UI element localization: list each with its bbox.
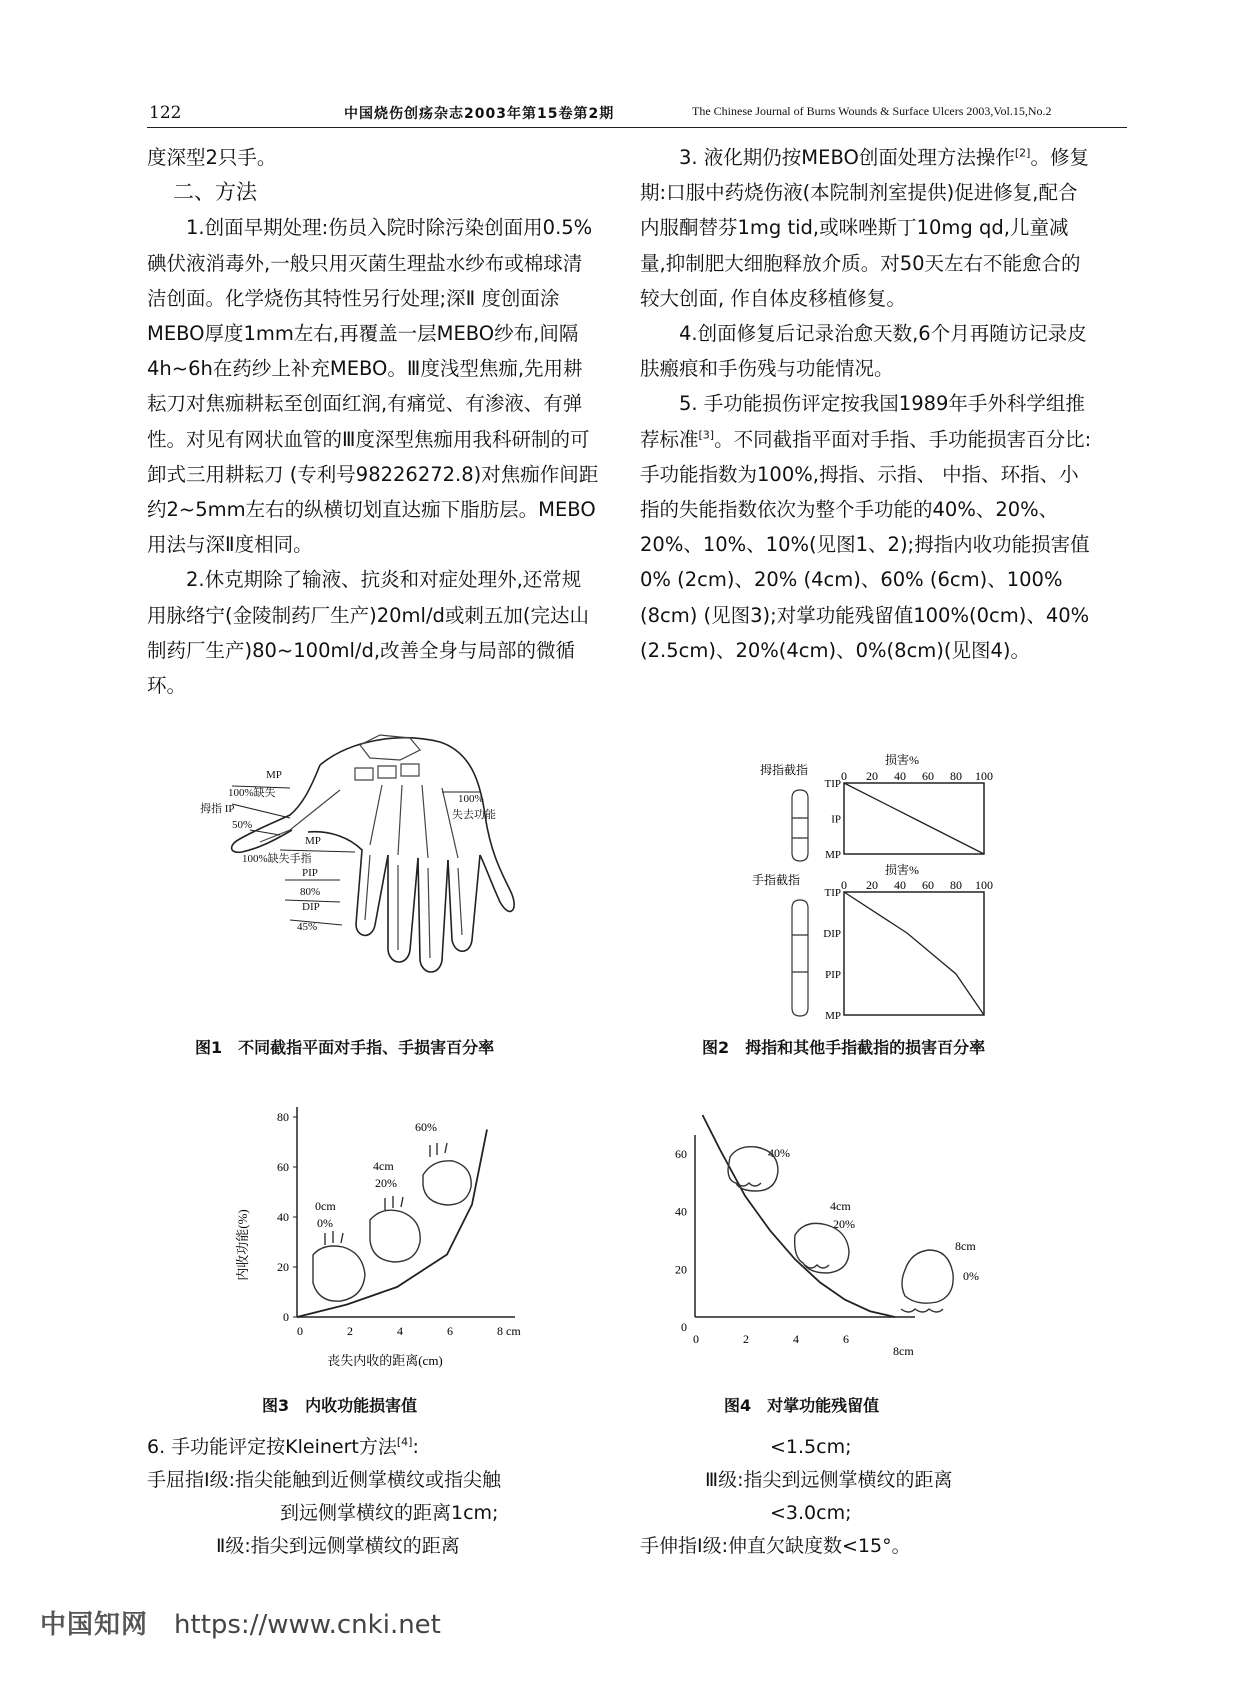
fig2-bottom-axis-title: 损害% — [885, 863, 919, 877]
fig2-bottom-series-line — [844, 892, 984, 1015]
page-number: 122 — [149, 103, 182, 123]
figure-2-caption: 图2 拇指和其他手指截指的损害百分率 — [702, 1038, 986, 1057]
fig3-anno-2-pct: 60% — [415, 1120, 437, 1134]
fig2-bottom-level-3: MP — [825, 1010, 841, 1022]
section-6-line-3: Ⅱ级:指尖到远侧掌横纹的距离 — [216, 1535, 460, 1557]
fig2-top-level-0: TIP — [824, 778, 841, 790]
section-6-right-4: 手伸指Ⅰ级:伸直欠缺度数<15°。 — [640, 1535, 911, 1557]
fig1-label-right-text: 失去功能 — [452, 809, 496, 821]
fig3-ytick-3: 20 — [277, 1260, 289, 1274]
fig3-yticks — [277, 1110, 297, 1324]
fig2-top-tick-1: 20 — [866, 769, 878, 783]
fig4-xtick-4: 8cm — [893, 1344, 914, 1358]
fig2-bottom-level-0: TIP — [824, 887, 841, 899]
figure-3-caption: 图3 内收功能损害值 — [262, 1396, 418, 1415]
fig1-label-ip: 拇指 IP — [200, 803, 235, 815]
fig3-xlabel: 丧失内收的距离(cm) — [327, 1353, 443, 1368]
section-6-right-3: <3.0cm; — [770, 1502, 852, 1524]
paragraph-3 — [640, 140, 1092, 316]
section-heading-methods: 二、方法 — [173, 180, 257, 205]
fig2-top-tick-4: 80 — [950, 769, 962, 783]
figure-4-chart — [655, 1095, 1000, 1385]
section-6-right-1: <1.5cm; — [770, 1436, 852, 1458]
hand-bones — [260, 735, 462, 958]
paragraph-0: 度深型2只手。 — [147, 146, 277, 169]
fig4-anno-1-dist: 4cm — [830, 1199, 851, 1213]
paragraph-2: 2.休克期除了输液、抗炎和对症处理外,还常规用脉络宁(金陵制药厂生产)20ml/d或刺五加(完达山制药厂生产)80~100ml/d,改善全身与局部的微循环。 — [147, 568, 589, 698]
fig2-top-axis-title: 损害% — [885, 753, 919, 767]
fig1-label-mp-top-pct: 100%缺失 — [228, 787, 276, 799]
journal-title-en: The Chinese Journal of Burns Wounds & Surface Ulcers 2003,Vol.15,No.2 — [692, 104, 1052, 118]
fig2-top-ticks — [841, 769, 993, 783]
fig2-top-levels — [825, 778, 842, 861]
left-column — [147, 140, 599, 703]
fig2-bottom-levels — [823, 887, 841, 1022]
figure-2-charts — [752, 750, 1020, 1035]
paragraph-3-a: 3. 液化期仍按MEBO创面处理方法操作 — [679, 146, 1015, 169]
fig4-ytick-1: 40 — [675, 1204, 687, 1219]
fig1-label-mp-mid-pct: 100%缺失手指 — [242, 853, 312, 865]
fig3-anno-1-dist: 4cm — [373, 1159, 394, 1173]
fig4-anno-2-dist: 8cm — [955, 1239, 976, 1253]
fig1-label-right-pct: 100% — [458, 793, 484, 805]
figure-3-chart — [225, 1095, 545, 1385]
fig1-label-dip-pct: 45% — [297, 921, 318, 933]
fig2-bottom-level-2: PIP — [825, 969, 841, 981]
cnki-logo: 中国知网 — [40, 1610, 149, 1640]
paragraph-3-b: 。修复期:口服中药烧伤液(本院制剂室提供)促进修复,配合内服酮替芬1mg tid,或咪唑斯丁10mg qd,儿童减量,抑制肥大细胞释放介质。对50天左右不能愈合的较大创面, 作自体皮移植修复。 — [640, 146, 1089, 310]
fig2-bottom-tick-3: 60 — [922, 878, 934, 892]
footer-watermark — [40, 1604, 441, 1641]
fig4-anno-1-pct: 20% — [833, 1217, 855, 1231]
section-6-title — [147, 1431, 419, 1464]
paragraph-5-b: 。不同截指平面对手指、手功能损害百分比:手功能指数为100%,拇指、示指、 中指、环指、小指的失能指数依次为整个手功能的40%、20%、20%、10%、10%(见图1、2);拇指内收功能损害值0% (2cm)、20% (4cm)、60% (6cm)、100%(8cm) (见图3);对掌功能残留值100%(0cm)、40%(2.5cm)、20%(4cm)、0%(8cm)(见图4)。 — [640, 427, 1092, 662]
fig2-bottom-frame — [844, 892, 984, 1015]
fig2-bottom-tick-4: 80 — [950, 878, 962, 892]
fig2-bottom-ticks — [841, 878, 993, 892]
figure-1-hand — [180, 730, 580, 980]
citation-4[interactable]: [4] — [396, 1435, 413, 1449]
fig3-xtick-3: 6 — [447, 1324, 453, 1338]
fig3-ytick-4: 0 — [283, 1310, 289, 1324]
fig4-anno-0-pct: 40% — [768, 1146, 790, 1160]
paragraph-5 — [640, 386, 1092, 668]
fig2-top-tick-2: 40 — [894, 769, 906, 783]
fig2-top-level-2: MP — [825, 849, 841, 861]
right-column — [640, 140, 1092, 668]
fig3-ylabel: 内收功能(%) — [235, 1209, 250, 1281]
fig3-xtick-2: 4 — [397, 1324, 403, 1338]
paragraph-5-a: 5. 手功能损伤评定按我国1989年手外科学组推荐标准 — [640, 392, 1085, 451]
fig2-top-row-label: 拇指截指 — [760, 763, 809, 777]
fig3-ytick-2: 40 — [277, 1210, 289, 1224]
finger-sketch-icon — [792, 900, 808, 1016]
fig2-top-tick-3: 60 — [922, 769, 934, 783]
fig3-anno-1-pct: 20% — [375, 1176, 397, 1190]
thumb-sketch-icon — [792, 790, 808, 861]
fig3-anno-0-pct: 0% — [317, 1216, 333, 1230]
fig2-top-series-line — [844, 783, 984, 854]
fig4-xtick-2: 4 — [793, 1332, 799, 1346]
section-6-title-colon: : — [412, 1436, 419, 1458]
fig2-bottom-tick-5: 100 — [975, 878, 993, 892]
figure-1-caption: 图1 不同截指平面对手指、手损害百分率 — [195, 1038, 495, 1057]
section-6-line-1: 手屈指Ⅰ级:指尖能触到近侧掌横纹或指尖触 — [147, 1469, 502, 1491]
fig2-top-level-1: IP — [831, 813, 841, 826]
fig4-xticks — [693, 1332, 914, 1358]
fig4-anno-2-pct: 0% — [963, 1269, 979, 1283]
fig2-bottom-row-label: 手指截指 — [752, 873, 801, 887]
fig1-label-pip-pct: 80% — [300, 886, 321, 898]
fig4-xtick-1: 2 — [743, 1332, 749, 1346]
fig2-top-tick-5: 100 — [975, 769, 993, 783]
fig2-bottom-tick-1: 20 — [866, 878, 878, 892]
header-rule — [147, 127, 1127, 128]
fig1-label-mp-mid: MP — [305, 835, 321, 847]
fig3-anno-0-dist: 0cm — [315, 1199, 336, 1213]
fig3-xticks — [297, 1324, 521, 1338]
fig1-label-pip: PIP — [302, 867, 318, 879]
section-6-title-text: 6. 手功能评定按Kleinert方法 — [147, 1436, 397, 1458]
fig3-xtick-1: 2 — [347, 1324, 353, 1338]
figure-4-caption: 图4 对掌功能残留值 — [724, 1396, 880, 1415]
fig2-top-tick-0: 0 — [841, 769, 847, 783]
fig3-xtick-0: 0 — [297, 1324, 303, 1338]
citation-2[interactable]: [2] — [1014, 146, 1031, 160]
paragraph-1: 1.创面早期处理:伤员入院时除污染创面用0.5%碘伏液消毒外,一般只用灭菌生理盐水纱布或棉球清洁创面。化学烧伤其特性另行处理;深Ⅱ 度创面涂MEBO厚度1mm左右,再覆盖一层MEBO纱布,间隔4h~6h在药纱上补充MEBO。Ⅲ度浅型焦痂,先用耕耘刀对焦痂耕耘至创面红润,有痛觉、有渗液、有弹性。对见有网状血管的Ⅲ度深型焦痂用我科研制的可卸式三用耕耘刀 (专利号98226272.8)对焦痂作间距约2~5mm左右的纵横切划直达痂下脂肪层。MEBO用法与深Ⅱ度相同。 — [147, 216, 599, 557]
fig3-ytick-1: 60 — [277, 1160, 289, 1174]
fig2-bottom-level-1: DIP — [823, 928, 841, 940]
section-6-right-2: Ⅲ级:指尖到远侧掌横纹的距离 — [705, 1469, 953, 1491]
fig4-yticks — [675, 1147, 687, 1334]
fig3-xtick-4: 8 cm — [497, 1324, 521, 1338]
citation-3[interactable]: [3] — [698, 428, 715, 442]
fig2-bottom-tick-0: 0 — [841, 878, 847, 892]
fig1-label-ip-pct: 50% — [232, 819, 253, 831]
section-6-line-2: 到远侧掌横纹的距离1cm; — [280, 1502, 499, 1524]
journal-title-cn: 中国烧伤创疡杂志2003年第15卷第2期 — [344, 106, 615, 122]
fig4-ytick-3: 0 — [681, 1320, 687, 1334]
fig1-label-dip: DIP — [302, 901, 320, 913]
fig4-xtick-3: 6 — [843, 1332, 849, 1346]
fig4-series-line — [703, 1115, 896, 1317]
fig1-label-mp-top: MP — [266, 769, 282, 781]
paragraph-4: 4.创面修复后记录治愈天数,6个月再随访记录皮肤瘢痕和手伤残与功能情况。 — [640, 322, 1087, 381]
fig4-ytick-2: 20 — [675, 1262, 687, 1277]
cnki-url[interactable]: https://www.cnki.net — [174, 1610, 441, 1640]
fig4-xtick-0: 0 — [693, 1332, 699, 1346]
fig3-ytick-0: 80 — [277, 1110, 289, 1124]
fig2-bottom-tick-2: 40 — [894, 878, 906, 892]
fig4-ytick-0: 60 — [675, 1146, 687, 1161]
